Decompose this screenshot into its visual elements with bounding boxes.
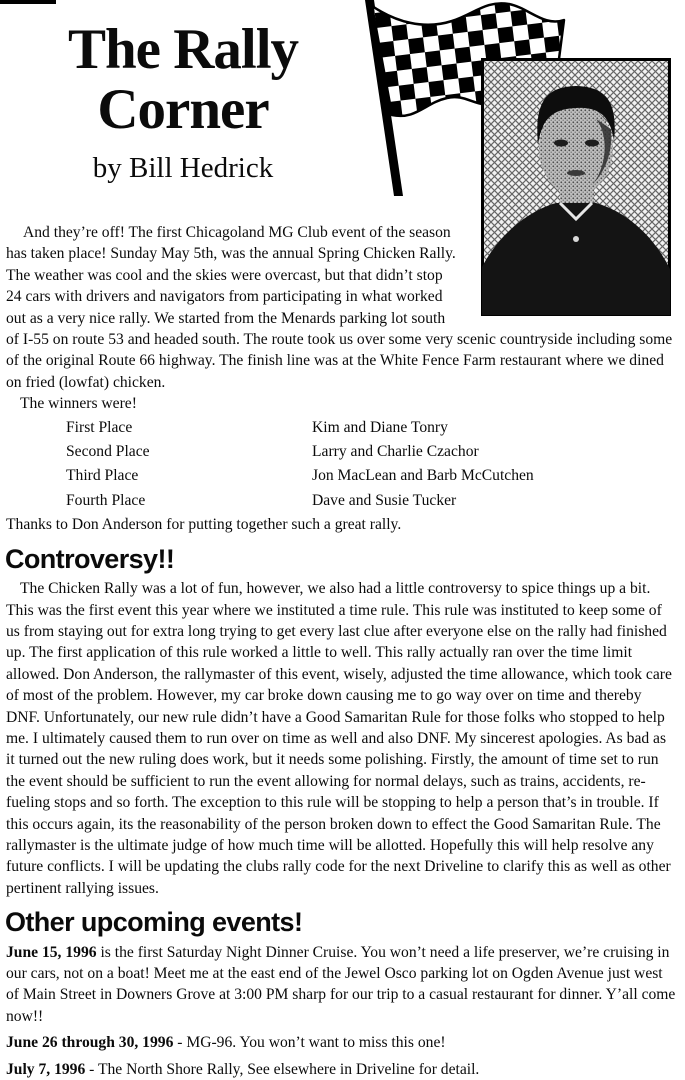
controversy-paragraph: The Chicken Rally was a lot of fun, however, we also had a little controversy to spice things up a bit. This was the first event this year where we instituted a time rule. This rule was instituted to keep some of us from staying out for extra long trying to get every last clue after everyone else on the rally had finished up. The first application of this rule worked a little to well. This rally actually ran over the time limit allowed. Don Anderson, the rallymaster of this event, wisely, adjusted the time allowance, which took care of most of the problem. However, my car broke down causing me to go way over on time and thereby DNF. Unfortunately, our new rule didn’t have a Good Samaritan Rule for those folks who stopped to help me. I ultimately caused them to run over on time as well and also DNF. My sincerest apologies. As bad as it turned out the new ruling does work, but it needs some polishing. Firstly, the amount of time set to run the event should be sufficient to run the event allowing for normal delays, such as trains, accidents, re-fueling stops and so forth. The exception to this rule will be stopping to help a person that’s in trouble. If this occurs again, its the reasonability of the person broken down to effect the Good Samaritan Rule. The rallymaster is the ultimate judge of how much time will be allotted. Hopefully this will help resolve any future conflicts. I will be updating the clubs rally code for the next Driveline to clarify this as well as other pertinent rallying issues. bbox=[6, 580, 672, 897]
winner-place-label: First Place bbox=[66, 418, 133, 436]
winner-row bbox=[66, 489, 676, 513]
event-item bbox=[6, 1059, 676, 1080]
portrait-halftone-icon bbox=[484, 61, 668, 313]
intro-paragraph: And they’re off! The first Chicagoland MG Club event of the season has taken place! Sunday May 5th, was the annual Spring Chicken Rally. The weather was cool and the skies were overcast, but that didn’t stop 24 cars with drivers and navigators from participating in what worked out as a very nice rally. We started from the Menards parking lot south of I-55 on route 53 and headed south. The route took us over some very scenic countryside including some of the original Route 66 highway. The finish line was at the White Fence Farm restaurant where we dined on fried (lowfat) chicken. bbox=[6, 224, 673, 391]
winner-row bbox=[66, 416, 676, 440]
event-item bbox=[6, 1032, 676, 1053]
winner-place-label: Fourth Place bbox=[66, 491, 146, 509]
page-title-line1: The Rally bbox=[67, 18, 299, 81]
event-text: is the first Saturday Night Dinner Cruise. You won’t need a life preserver, we’re cruising in our cars, not on a boat! Meet me at the east end of the Jewel Osco parking lot on Ogden Avenue just west of Main Street in Downers Grove at 3:00 PM sharp for our trip to a casual restaurant for dinner. Y’all come now!! bbox=[6, 943, 676, 1025]
author-photo bbox=[481, 58, 671, 316]
winners-intro: The winners were! bbox=[20, 395, 137, 413]
winners-list bbox=[66, 416, 676, 514]
winner-names: Dave and Susie Tucker bbox=[312, 491, 457, 509]
page-title-line2: Corner bbox=[97, 78, 269, 141]
event-item bbox=[6, 942, 676, 1028]
winner-names: Larry and Charlie Czachor bbox=[312, 443, 479, 461]
section-heading-events: Other upcoming events! bbox=[5, 907, 303, 938]
winner-row bbox=[66, 440, 676, 464]
scan-artifact-line bbox=[0, 0, 56, 4]
winner-place-label: Second Place bbox=[66, 443, 150, 461]
event-text: - The North Shore Rally, See elsewhere in Driveline for detail. bbox=[85, 1060, 480, 1078]
event-text: - MG-96. You won’t want to miss this one! bbox=[173, 1034, 446, 1052]
winner-place-label: Third Place bbox=[66, 467, 139, 485]
masthead bbox=[0, 0, 366, 202]
section-heading-controversy: Controversy!! bbox=[5, 543, 175, 574]
thanks-text: Thanks to Don Anderson for putting together such a great rally. bbox=[6, 516, 402, 534]
event-date: June 26 through 30, 1996 bbox=[6, 1034, 174, 1052]
byline: by Bill Hedrick bbox=[92, 152, 274, 184]
winner-names: Jon MacLean and Barb McCutchen bbox=[312, 467, 534, 485]
winner-names: Kim and Diane Tonry bbox=[312, 418, 448, 436]
winner-row bbox=[66, 464, 676, 488]
article-body bbox=[6, 202, 676, 1080]
event-date: July 7, 1996 bbox=[6, 1060, 86, 1078]
event-date: June 15, 1996 bbox=[6, 943, 97, 961]
